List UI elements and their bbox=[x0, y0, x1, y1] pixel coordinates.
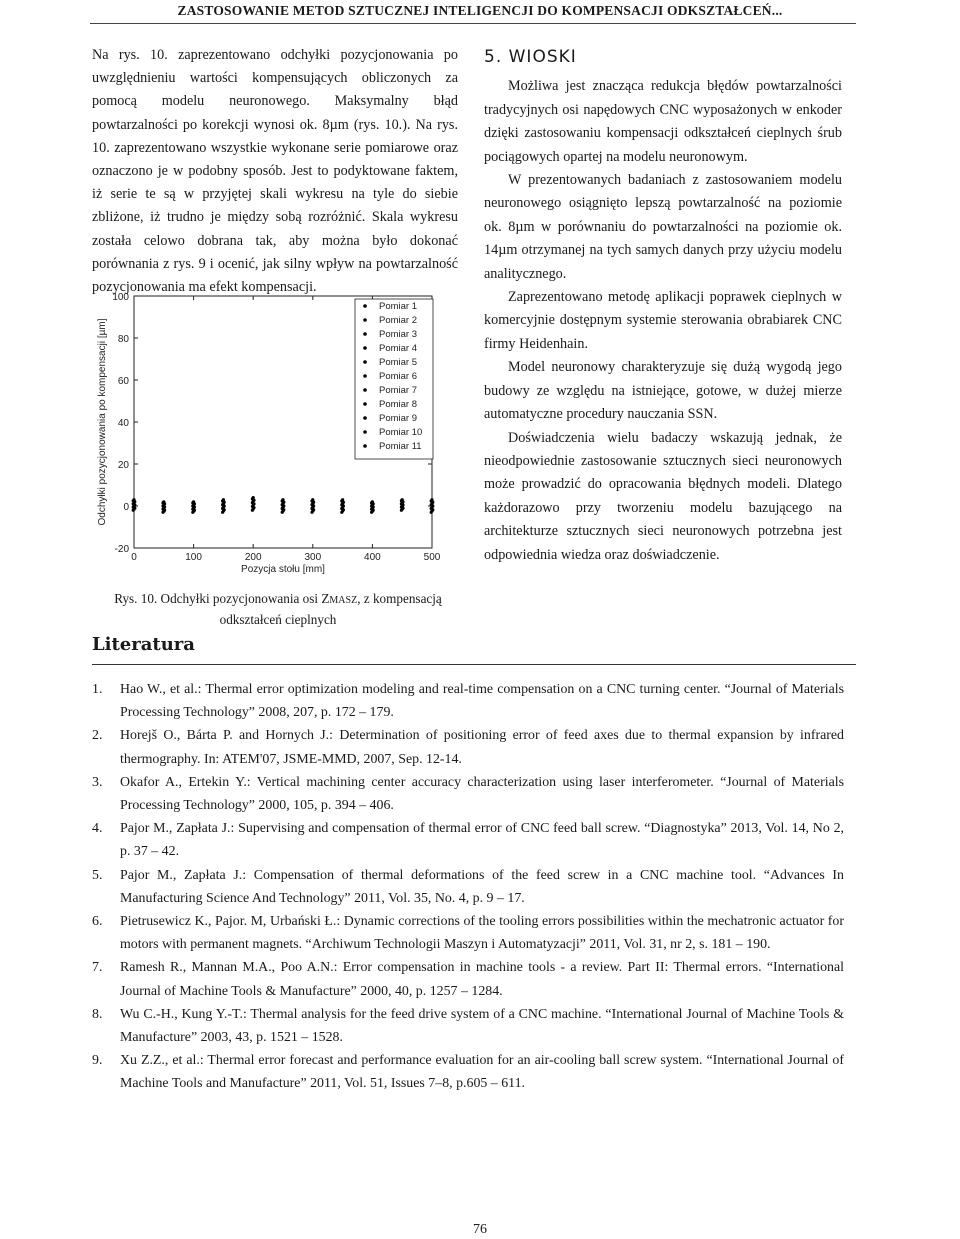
reference-number: 3. bbox=[92, 774, 103, 790]
legend-marker bbox=[363, 388, 367, 392]
left-paragraph: Na rys. 10. zaprezentowano odchyłki pozycjonowania po uwzględnieniu wartości kompensujących obliczonych za pomocą modelu neuronowego. Maksymalny błąd powtarzalności po korekcji wynosi ok. 8µm (rys. 10.). Na rys. 10. zaprezentowano wszystkie wykonane serie pomiarowe oraz oznaczono je w podobny sposób. Jest to podyktowane faktem, iż serie te są w przyjętej skali wykresu na tyle do siebie zbliżone, iż trudno je między sobą rozróżnić. Skala wykresu została celowo dobrana tak, aby można było dokonać porównania z rys. 9 i ocenić, jak silny wpływ na powtarzalność pozycjonowania ma efekt kompensacji. bbox=[92, 47, 458, 296]
legend-label: Pomiar 5 bbox=[379, 357, 418, 368]
legend-marker bbox=[363, 318, 367, 322]
chart-svg bbox=[92, 286, 454, 586]
legend-marker bbox=[363, 430, 367, 434]
legend-label: Pomiar 2 bbox=[379, 315, 418, 326]
section-title: 5. WIOSKI bbox=[484, 47, 577, 67]
data-point bbox=[401, 498, 404, 501]
x-axis-label: Pozycja stołu [mm] bbox=[241, 564, 325, 575]
legend-label: Pomiar 8 bbox=[379, 399, 418, 410]
y-tick-label: 60 bbox=[117, 376, 129, 387]
y-tick-label: -20 bbox=[114, 544, 129, 555]
literature-heading: Literatura bbox=[92, 634, 195, 655]
reference-text: Xu Z.Z., et al.: Thermal error forecast and performance evaluation for an air-cooling ball screw system. “International Journal of Machine Tools and Manufacture” 2011, Vol. 51, Issues 7–8, p.605 – 611. bbox=[120, 1053, 844, 1092]
y-tick-label: 40 bbox=[117, 418, 129, 429]
figure-10 bbox=[92, 286, 454, 586]
legend-label: Pomiar 11 bbox=[379, 441, 422, 452]
running-header: ZASTOSOWANIE METOD SZTUCZNEJ INTELIGENCJI DO KOMPENSACJI ODKSZTAŁCEŃ... bbox=[177, 3, 783, 18]
legend-marker bbox=[363, 402, 367, 406]
reference-item bbox=[92, 724, 844, 770]
reference-text: Horejš O., Bárta P. and Hornych J.: Determination of positioning error of feed axes due to thermal expansion by infrared thermography. In: ATEM'07, JSME-MMD, 2007, Sep. 12-14. bbox=[120, 728, 844, 767]
figure-caption bbox=[100, 589, 456, 629]
reference-text: Hao W., et al.: Thermal error optimization modeling and real-time compensation on a CNC turning center. “Journal of Materials Processing Technology” 2008, 207, p. 172 – 179. bbox=[120, 682, 844, 721]
reference-number: 6. bbox=[92, 914, 103, 930]
reference-item bbox=[92, 1003, 844, 1049]
y-tick-label: 80 bbox=[117, 334, 129, 345]
left-column bbox=[92, 44, 458, 299]
reference-number: 9. bbox=[92, 1053, 103, 1069]
reference-item bbox=[92, 864, 844, 910]
reference-number: 8. bbox=[92, 1006, 103, 1022]
conclusion-paragraph: W prezentowanych badaniach z zastosowaniem modelu neuronowego osiągnięto lepszą powtarzalność na poziomie ok. 8µm w porównaniu do powtarzalności na poziomie ok. 14µm otrzymanej na tych samych danych przy użyciu modelu analitycznego. bbox=[484, 172, 842, 282]
reference-number: 7. bbox=[92, 960, 103, 976]
data-point bbox=[252, 496, 255, 499]
reference-number: 5. bbox=[92, 867, 103, 883]
legend-marker bbox=[363, 444, 367, 448]
data-point bbox=[371, 500, 374, 503]
legend-label: Pomiar 4 bbox=[379, 343, 418, 354]
reference-item bbox=[92, 771, 844, 817]
reference-item bbox=[92, 678, 844, 724]
data-point bbox=[341, 498, 344, 501]
legend-label: Pomiar 9 bbox=[379, 413, 418, 424]
conclusion-paragraph: Doświadczenia wielu badaczy wskazują jednak, że nieodpowiednie zastosowanie sztucznych sieci neuronowych może prowadzić do opracowania błędnych modeli. Dlatego każdorazowo przy tworzeniu modelu bazującego na architekturze sztucznych sieci neuronowych potrzebna jest odpowiednia wiedza oraz doświadczenie. bbox=[484, 429, 842, 563]
data-point bbox=[222, 498, 225, 501]
reference-item bbox=[92, 956, 844, 1002]
reference-text: Ramesh R., Mannan M.A., Poo A.N.: Error compensation in machine tools - a review. Part II: Thermal errors. “International Journal of Machine Tools & Manufacture” 2000, 40, p. 1257 – 1284. bbox=[120, 960, 844, 999]
conclusion-paragraph: Model neuronowy charakteryzuje się dużą wygodą jego budowy ze względu na istniejące, gotowe, w dużej mierze automatyczne procedury nauczania SSN. bbox=[484, 359, 842, 423]
x-tick-label: 500 bbox=[423, 552, 441, 563]
legend-marker bbox=[363, 332, 367, 336]
reference-number: 4. bbox=[92, 821, 103, 837]
x-tick-label: 0 bbox=[131, 552, 137, 563]
reference-item bbox=[92, 817, 844, 863]
page-number: 76 bbox=[473, 1222, 487, 1237]
data-point bbox=[281, 498, 284, 501]
reference-text: Pajor M., Zapłata J.: Compensation of thermal deformations of the feed screw in a CNC machine tool. “Advances In Manufacturing Science And Technology” 2011, Vol. 35, No. 4, p. 9 – 17. bbox=[120, 867, 844, 906]
legend-label: Pomiar 7 bbox=[379, 385, 418, 396]
reference-text: Pajor M., Zapłata J.: Supervising and compensation of thermal error of CNC feed ball screw. “Diagnostyka” 2013, Vol. 14, No 2, p. 37 – 42. bbox=[120, 821, 844, 860]
data-point bbox=[192, 500, 195, 503]
data-point bbox=[132, 498, 135, 501]
reference-item bbox=[92, 1049, 844, 1095]
reference-number: 1. bbox=[92, 682, 103, 697]
data-point bbox=[162, 500, 165, 503]
right-column bbox=[484, 44, 842, 567]
caption-subscript: MASZ bbox=[329, 595, 358, 606]
legend-label: Pomiar 1 bbox=[379, 301, 418, 312]
caption-suffix: , z kompensacją odkształceń cieplnych bbox=[219, 591, 442, 627]
header-rule bbox=[90, 23, 856, 24]
x-tick-label: 300 bbox=[304, 552, 322, 563]
reference-text: Okafor A., Ertekin Y.: Vertical machining center accuracy characterization using laser interferometer. “Journal of Materials Processing Technology” 2000, 105, p. 394 – 406. bbox=[120, 774, 844, 814]
reference-text: Wu C.-H., Kung Y.-T.: Thermal analysis for the feed drive system of a CNC machine. “International Journal of Machine Tools & Manufacture” 2003, 43, p. 1521 – 1528. bbox=[120, 1006, 844, 1046]
y-tick-label: 20 bbox=[117, 460, 129, 471]
y-tick-label: 0 bbox=[123, 502, 129, 513]
legend-marker bbox=[363, 360, 367, 364]
reference-text: Pietrusewicz K., Pajor. M, Urbański Ł.: Dynamic corrections of the tooling errors possibilities within the mechatronic actuator for motors with permanent magnets. “Archiwum Technologii Maszyn i Automatyzacji” 2011, Vol. 31, nr 2, s. 181 – 190. bbox=[120, 914, 844, 953]
reference-list bbox=[92, 678, 844, 1096]
y-tick-label: 100 bbox=[112, 292, 129, 303]
legend-label: Pomiar 6 bbox=[379, 371, 418, 382]
data-point bbox=[430, 498, 433, 501]
x-tick-label: 400 bbox=[364, 552, 381, 563]
conclusion-paragraph: Możliwa jest znacząca redukcja błędów powtarzalności tradycyjnych osi napędowych CNC wyposażonych w enkoder dzięki zastosowaniu kompensacji odkształceń cieplnych śrub pociągowych opartej na modelu neuronowym. bbox=[484, 78, 842, 165]
legend-marker bbox=[363, 346, 367, 350]
legend-marker bbox=[363, 416, 367, 420]
data-point bbox=[311, 498, 314, 501]
y-axis-label: Odchyłki pozycjonowania po kompensacji [µm] bbox=[97, 318, 108, 526]
literature-rule bbox=[92, 664, 856, 665]
x-tick-label: 200 bbox=[244, 552, 262, 563]
reference-item bbox=[92, 910, 844, 956]
legend-label: Pomiar 3 bbox=[379, 329, 418, 340]
conclusion-paragraph: Zaprezentowano metodę aplikacji poprawek cieplnych w komercyjnie dostępnym systemie sterowania obrabiarek CNC firmy Heidenhain. bbox=[484, 289, 842, 352]
x-tick-label: 100 bbox=[185, 552, 202, 563]
legend-label: Pomiar 10 bbox=[379, 427, 423, 438]
legend-marker bbox=[363, 304, 367, 308]
reference-number: 2. bbox=[92, 728, 103, 744]
legend-marker bbox=[363, 374, 367, 378]
caption-prefix: Rys. 10. Odchyłki pozycjonowania osi Z bbox=[114, 591, 330, 606]
